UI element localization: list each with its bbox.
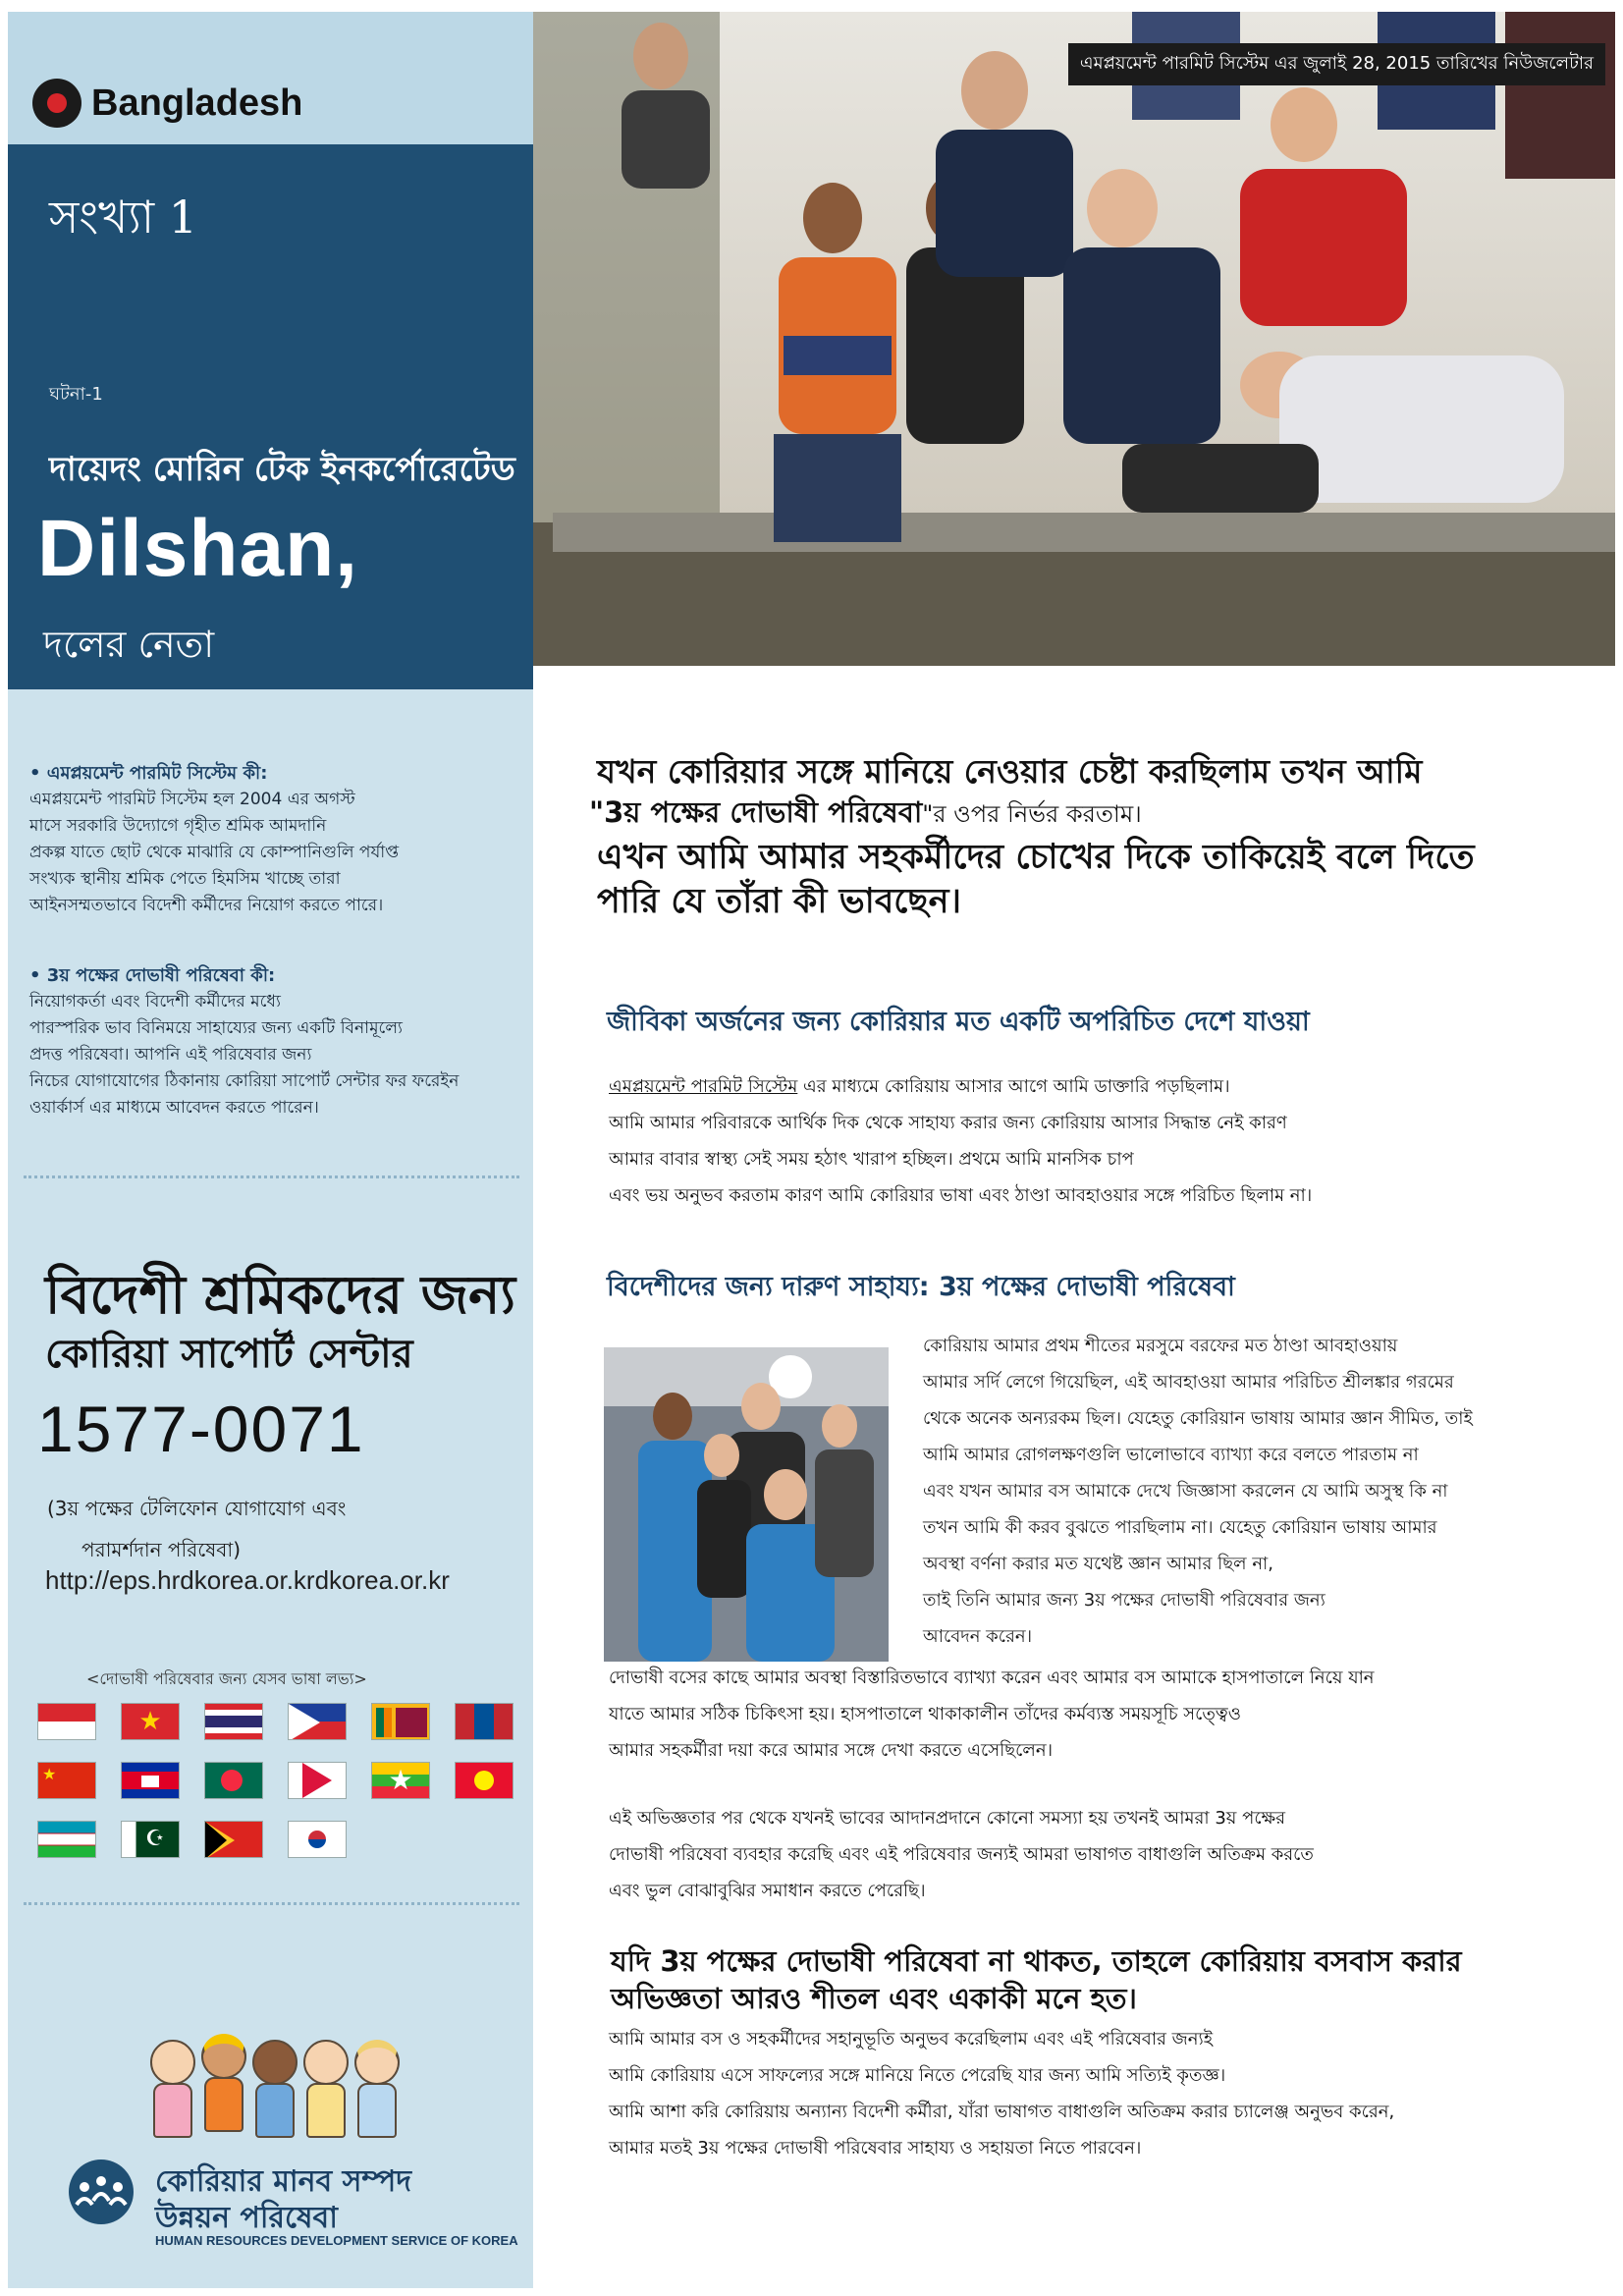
paragraph <box>609 1068 1312 1214</box>
language-caption: <দোভাষী পরিষেবার জন্য যেসব ভাষা লভ্য> <box>86 1669 367 1688</box>
eps-info-line: মাসে সরকারি উদ্যোগে গৃহীত শ্রমিক আমদানি <box>29 816 327 836</box>
paragraph <box>609 1800 1314 1909</box>
flag-korea-icon <box>288 1821 347 1858</box>
flag-timor-leste-icon <box>204 1821 263 1858</box>
eps-term: এমপ্লয়মেন্ট পারমিট সিস্টেম <box>609 1076 798 1097</box>
flag-china-icon: ★ <box>37 1762 96 1799</box>
lead-line: পারি যে তাঁরা কী ভাবছেন। <box>597 882 961 921</box>
support-note: পরামর্শদান পরিষেবা) <box>81 1538 242 1561</box>
interp-info: • 3য় পক্ষের দোভাষী পরিষেবা কী: নিয়োগকর্তা এবং বিদেশী কর্মীদের মধ্যে পারস্পরিক ভাব বিনিময়ে সাহায্যের জন্য একটি বিনামূল্যে প্রদত্ত পরিষেবা। আপনি এই পরিষেবার জন্য নিচের যোগাযোগের ঠিকানায় কোরিয়া সাপোর্ট সেন্টার ফর ফরেইন ওয়ার্কার্স এর মাধ্যমে আবেদন করতে পারেন। <box>29 962 515 1121</box>
paragraph <box>609 1660 1375 1769</box>
sidebar <box>8 12 533 2288</box>
eps-logo-icon <box>32 79 81 128</box>
paragraph-line: এবং যখন আমার বস আমাকে দেখে জিজ্ঞাসা করলেন যে আমি অসুস্থ কি না <box>923 1481 1448 1502</box>
interp-info-line: পারস্পরিক ভাব বিনিময়ে সাহায্যের জন্য একটি বিনামূল্যে <box>29 1018 403 1038</box>
divider <box>24 1175 519 1178</box>
support-title: বিদেশী শ্রমিকদের জন্য <box>45 1264 516 1326</box>
paragraph-line: আবেদন করেন। <box>923 1626 1033 1647</box>
paragraph-line: দোভাষী পরিষেবা ব্যবহার করেছি এবং এই পরিষেবার জন্যই আমরা ভাষাগত বাধাগুলি অতিক্রম করতে <box>609 1844 1314 1865</box>
paragraph-line: দোভাষী বসের কাছে আমার অবস্থা বিস্তারিতভাবে ব্যাখ্যা করেন এবং আমার বস আমাকে হাসপাতালে নিয়ে যান <box>609 1667 1375 1688</box>
issue-number: সংখ্যা 1 <box>49 191 197 244</box>
lead-emphasis: "3য় পক্ষের দোভাষী পরিষেবা <box>589 795 923 829</box>
mascot-illustration <box>150 2030 425 2138</box>
section-heading: বিদেশীদের জন্য দারুণ সাহায্য: 3য় পক্ষের দোভাষী পরিষেবা <box>607 1272 1235 1302</box>
interp-info-heading: 3য় পক্ষের দোভাষী পরিষেবা কী: <box>46 965 276 986</box>
paragraph-line: এবং ভুল বোঝাবুঝির সমাধান করতে পেরেছি। <box>609 1881 926 1901</box>
eps-info: • এমপ্লয়মেন্ট পারমিট সিস্টেম কী: এমপ্লয়মেন্ট পারমিট সিস্টেম হল 2004 এর অগস্ট মাসে সরকারি উদ্যোগে গৃহীত শ্রমিক আমদানি প্রকল্প যাতে ছোট থেকে মাঝারি যে কোম্পানিগুলি পর্যাপ্ত সংখ্যক স্থানীয় শ্রমিক পেতে হিমসিম খাচ্ছে তারা আইনসম্মতভাবে বিদেশী কর্মীদের নিয়োগ করতে পারে। <box>29 760 515 919</box>
paragraph-line: আমি আশা করি কোরিয়ায় অন্যান্য বিদেশী কর্মীরা, যাঁরা ভাষাগত বাধাগুলি অতিক্রম করার চ্যালেঞ্জ অনুভব করেন, <box>609 2102 1395 2122</box>
interp-info-line: নিয়োগকর্তা এবং বিদেশী কর্মীদের মধ্যে <box>29 992 281 1011</box>
section-heading: জীবিকা অর্জনের জন্য কোরিয়ার মত একটি অপরিচিত দেশে যাওয়া <box>607 1007 1310 1037</box>
paragraph-line: অবস্থা বর্ণনা করার মত যথেষ্ট জ্ঞান আমার ছিল না, <box>923 1554 1274 1574</box>
eps-info-heading: এমপ্লয়মেন্ট পারমিট সিস্টেম কী: <box>46 763 268 784</box>
closing-heading-line: যদি 3য় পক্ষের দোভাষী পরিষেবা না থাকত, তাহলে কোরিয়ায় বসবাস করার <box>611 1944 1462 1978</box>
hospital-photo <box>604 1347 889 1662</box>
closing-heading <box>611 1942 1462 2017</box>
divider <box>24 1902 519 1905</box>
newsletter-banner: এমপ্লয়মেন্ট পারমিট সিস্টেম এর জুলাই 28, 2015 তারিখের নিউজলেটার <box>1068 43 1605 85</box>
closing-heading-line: অভিজ্ঞতা আরও শীতল এবং একাকী মনে হত। <box>611 1982 1137 2015</box>
hrd-name-english: HUMAN RESOURCES DEVELOPMENT SERVICE OF KOREA <box>155 2233 518 2248</box>
eps-info-line: এমপ্লয়মেন্ট পারমিট সিস্টেম হল 2004 এর অগস্ট <box>29 790 355 809</box>
flag-nepal-icon <box>288 1762 347 1799</box>
interp-info-line: প্রদত্ত পরিষেবা। আপনি এই পরিষেবার জন্য <box>29 1045 312 1065</box>
flag-pakistan-icon: ☪ <box>121 1821 180 1858</box>
flag-vietnam-icon: ★ <box>121 1703 180 1740</box>
paragraph <box>609 2021 1394 2166</box>
flag-myanmar-icon: ★ <box>371 1762 430 1799</box>
person-role: দলের নেতা <box>43 623 215 666</box>
person-name: Dilshan, <box>37 504 358 593</box>
flag-cambodia-icon <box>121 1762 180 1799</box>
paragraph-line: যাতে আমার সঠিক চিকিৎসা হয়। হাসপাতালে থাকাকালীন তাঁদের কর্মব্যস্ত সময়সূচি সত্ত্বেও <box>609 1704 1241 1724</box>
paragraph-line: এবং ভয় অনুভব করতাম কারণ আমি কোরিয়ার ভাষা এবং ঠাণ্ডা আবহাওয়ার সঙ্গে পরিচিত ছিলাম না। <box>609 1185 1313 1206</box>
paragraph-line: আমার মতই 3য় পক্ষের দোভাষী পরিষেবার সাহায্য ও সহায়তা নিতে পারবেন। <box>609 2138 1142 2159</box>
country-label <box>32 79 302 128</box>
support-subtitle: কোরিয়া সাপোর্ট সেন্টার <box>45 1332 413 1377</box>
support-url-link[interactable]: http://eps.hrdkorea.or.krdkorea.or.kr <box>45 1565 450 1595</box>
flag-indonesia-icon <box>37 1703 96 1740</box>
paragraph-line: আমি আমার রোগলক্ষণগুলি ভালোভাবে ব্যাখ্যা করে বলতে পারতাম না <box>923 1445 1419 1465</box>
lead-line: এখন আমি আমার সহকর্মীদের চোখের দিকে তাকিয়েই বলে দিতে <box>597 838 1475 877</box>
company-name: দায়েদং মোরিন টেক ইনকর্পোরেটেড <box>49 450 515 489</box>
paragraph-line: তখন আমি কী করব বুঝতে পারছিলাম না। যেহেতু কোরিয়ান ভাষায় আমার <box>923 1517 1437 1538</box>
flag-uzbekistan-icon <box>37 1821 96 1858</box>
interp-info-line: নিচের যোগাযোগের ঠিকানায় কোরিয়া সাপোর্ট সেন্টার ফর ফরেইন <box>29 1071 460 1091</box>
group-photo <box>533 12 1615 666</box>
flag-mongolia-icon <box>455 1703 514 1740</box>
flag-kyrgyzstan-icon <box>455 1762 514 1799</box>
flag-bangladesh-icon <box>204 1762 263 1799</box>
paragraph-line: আমি কোরিয়ায় এসে সাফল্যের সঙ্গে মানিয়ে নিতে পেরেছি যার জন্য আমি সত্যিই কৃতজ্ঞ। <box>609 2065 1226 2086</box>
paragraph-line: কোরিয়ায় আমার প্রথম শীতের মরসুমে বরফের মত ঠাণ্ডা আবহাওয়ায় <box>923 1336 1398 1356</box>
paragraph-line: আমি আমার পরিবারকে আর্থিক দিক থেকে সাহায্য করার জন্য কোরিয়ায় আসার সিদ্ধান্ত নেই কারণ <box>609 1113 1287 1133</box>
flag-thailand-icon <box>204 1703 263 1740</box>
country-name: Bangladesh <box>91 82 303 124</box>
paragraph-line: আমার বাবার স্বাস্থ্য সেই সময় হঠাৎ খারাপ হচ্ছিল। প্রথমে আমি মানসিক চাপ <box>609 1149 1134 1170</box>
eps-info-line: আইনসম্মতভাবে বিদেশী কর্মীদের নিয়োগ করতে পারে। <box>29 896 384 915</box>
paragraph <box>923 1328 1473 1655</box>
paragraph-line: এই অভিজ্ঞতার পর থেকে যখনই ভাবের আদানপ্রদানে কোনো সমস্যা হয় তখনই আমরা 3য় পক্ষের <box>609 1808 1286 1829</box>
hrd-korea-logo-icon <box>57 2158 145 2226</box>
paragraph-line: থেকে অনেক অন্যরকম ছিল। যেহেতু কোরিয়ান ভাষায় আমার জ্ঞান সীমিত, তাই <box>923 1408 1473 1429</box>
paragraph-line: এর মাধ্যমে কোরিয়ায় আসার আগে আমি ডাক্তারি পড়ছিলাম। <box>797 1076 1230 1097</box>
lead-line-rest: "র ওপর নির্ভর করতাম। <box>922 800 1142 828</box>
paragraph-line: তাই তিনি আমার জন্য 3য় পক্ষের দোভাষী পরিষেবার জন্য <box>923 1590 1325 1611</box>
interp-info-line: ওয়ার্কার্স এর মাধ্যমে আবেদন করতে পারেন। <box>29 1098 319 1118</box>
paragraph-line: আমার সর্দি লেগে গিয়েছিল, এই আবহাওয়া আমার পরিচিত শ্রীলঙ্কার গরমের <box>923 1372 1454 1393</box>
lead-line: যখন কোরিয়ার সঙ্গে মানিয়ে নেওয়ার চেষ্টা করছিলাম তখন আমি <box>597 752 1423 791</box>
support-phone[interactable]: 1577-0071 <box>37 1393 365 1465</box>
eps-info-line: সংখ্যক স্থানীয় শ্রমিক পেতে হিমসিম খাচ্ছে তারা <box>29 869 341 889</box>
hrd-name: উন্নয়ন পরিষেবা <box>155 2201 338 2235</box>
hrd-name: কোরিয়ার মানব সম্পদ <box>155 2164 412 2199</box>
profile-box <box>8 144 533 689</box>
eps-info-line: প্রকল্প যাতে ছোট থেকে মাঝারি যে কোম্পানিগুলি পর্যাপ্ত <box>29 843 400 862</box>
event-label: ঘটনা-1 <box>49 384 103 405</box>
flag-philippines-icon <box>288 1703 347 1740</box>
flag-sri-lanka-icon <box>371 1703 430 1740</box>
paragraph-line: আমার সহকর্মীরা দয়া করে আমার সঙ্গে দেখা করতে এসেছিলেন। <box>609 1740 1054 1761</box>
paragraph-line: আমি আমার বস ও সহকর্মীদের সহানুভূতি অনুভব করেছিলাম এবং এই পরিষেবার জন্যই <box>609 2029 1214 2050</box>
support-note: (3য় পক্ষের টেলিফোন যোগাযোগ এবং <box>47 1497 347 1520</box>
